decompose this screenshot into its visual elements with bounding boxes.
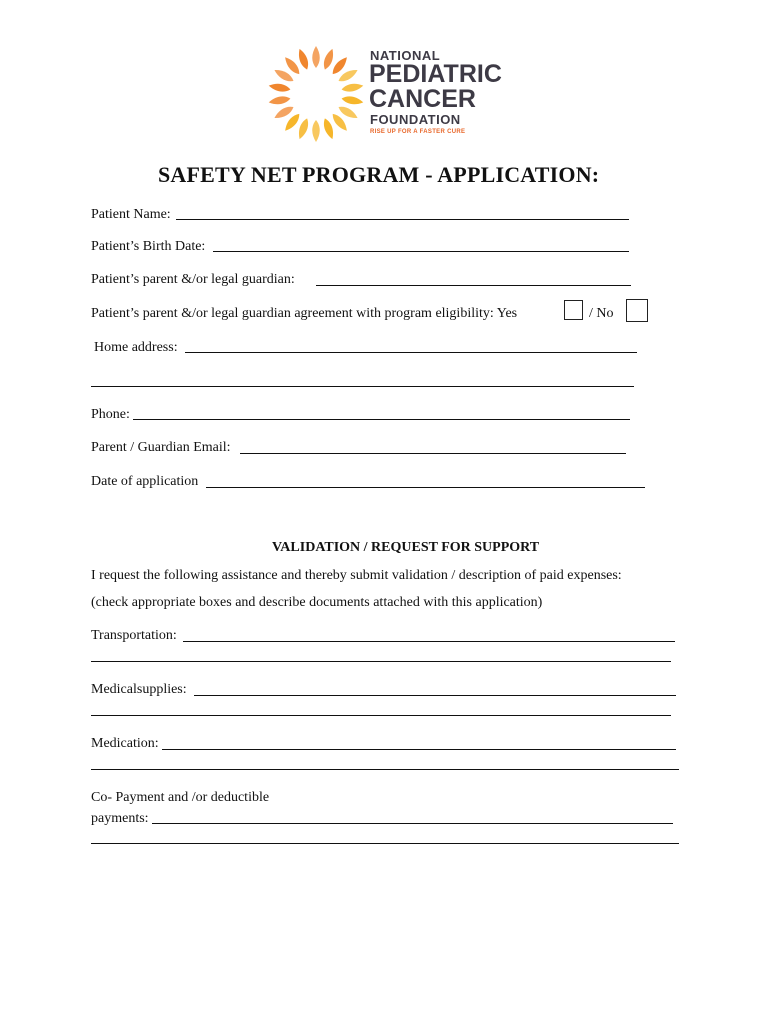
- guardian-field[interactable]: [316, 285, 631, 286]
- logo-line-national: NATIONAL: [370, 48, 441, 63]
- medical-supplies-field-line2[interactable]: [91, 715, 671, 716]
- copay-label-line2: payments:: [91, 811, 149, 826]
- page-title: SAFETY NET PROGRAM - APPLICATION:: [158, 162, 600, 187]
- email-field[interactable]: [240, 453, 626, 454]
- date-of-application-field[interactable]: [206, 487, 645, 488]
- logo-tagline: RISE UP FOR A FASTER CURE: [370, 129, 466, 135]
- agreement-label: Patient’s parent &/or legal guardian agreement with program eligibility: Yes: [91, 306, 518, 321]
- phone-label: Phone:: [91, 407, 130, 422]
- copay-field[interactable]: [152, 823, 673, 824]
- transportation-field-line2[interactable]: [91, 661, 671, 662]
- validation-heading: VALIDATION / REQUEST FOR SUPPORT: [272, 540, 540, 555]
- patient-name-label: Patient Name:: [91, 207, 171, 222]
- birth-date-field[interactable]: [213, 251, 629, 252]
- logo-line-pediatric: PEDIATRIC: [369, 60, 502, 88]
- birth-date-label: Patient’s Birth Date:: [91, 239, 206, 254]
- copay-field-line2[interactable]: [91, 843, 679, 844]
- medical-supplies-field[interactable]: [194, 695, 676, 696]
- medication-field-line2[interactable]: [91, 769, 679, 770]
- agreement-yes-checkbox[interactable]: [564, 300, 583, 320]
- logo-line-foundation: FOUNDATION: [370, 112, 461, 127]
- foundation-logo: [268, 44, 508, 144]
- date-of-application-label: Date of application: [91, 474, 199, 489]
- logo-line-cancer: CANCER: [369, 85, 476, 113]
- home-address-field[interactable]: [185, 352, 637, 353]
- sun-flame-icon: [268, 44, 368, 144]
- validation-intro: I request the following assistance and thereby submit validation / description of paid expenses:: [91, 568, 622, 583]
- medical-supplies-label: Medicalsupplies:: [91, 682, 187, 697]
- medication-label: Medication:: [91, 736, 159, 751]
- home-address-field-line2[interactable]: [91, 386, 634, 387]
- validation-note: (check appropriate boxes and describe documents attached with this application): [91, 595, 543, 610]
- patient-name-field[interactable]: [176, 219, 629, 220]
- copay-label-line1: Co- Payment and /or deductible: [91, 790, 270, 805]
- agreement-no-label: / No: [589, 306, 614, 321]
- email-label: Parent / Guardian Email:: [91, 440, 231, 455]
- home-address-label: Home address:: [94, 340, 178, 355]
- medication-field[interactable]: [162, 749, 676, 750]
- transportation-label: Transportation:: [91, 628, 177, 643]
- guardian-label: Patient’s parent &/or legal guardian:: [91, 272, 295, 287]
- agreement-no-checkbox[interactable]: [626, 299, 648, 322]
- phone-field[interactable]: [133, 419, 630, 420]
- transportation-field[interactable]: [183, 641, 675, 642]
